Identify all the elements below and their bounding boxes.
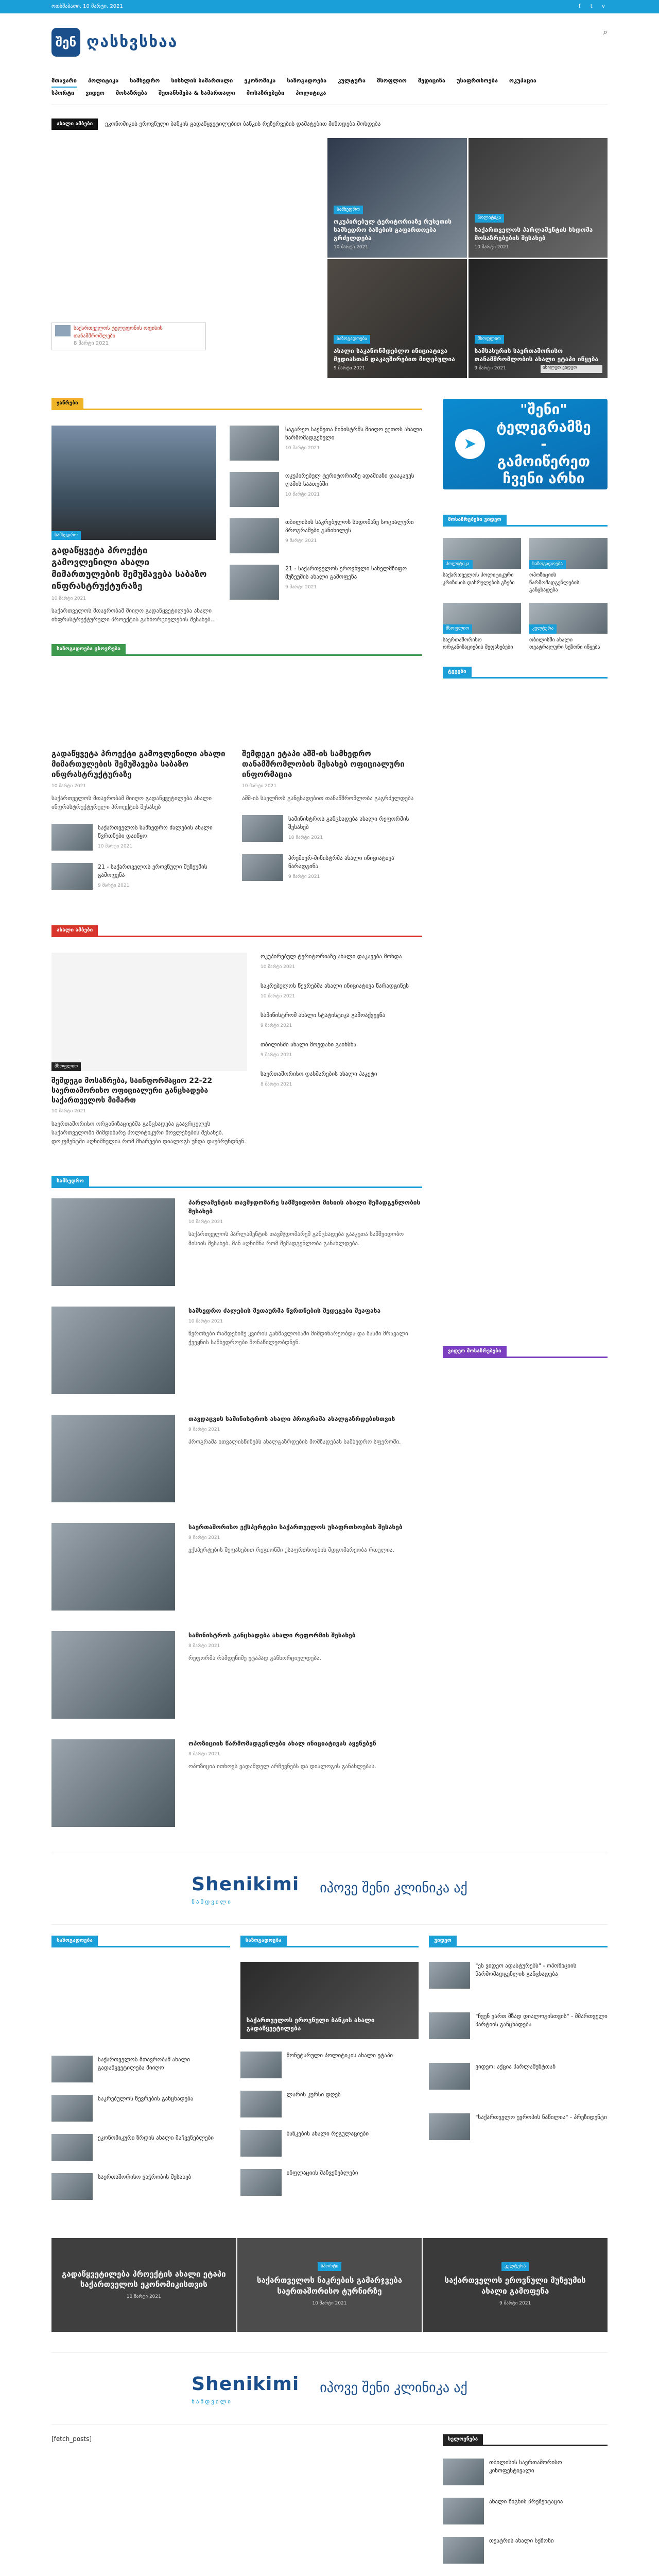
list-item[interactable] bbox=[261, 953, 422, 971]
gallery-card-date: 9 მარტი 2021 bbox=[499, 2300, 531, 2306]
list-title[interactable]: საერთაშორისო დახმარების ახალი პაკეტი bbox=[261, 1070, 377, 1077]
featured-card[interactable] bbox=[240, 1962, 419, 2039]
twitter-icon[interactable]: t bbox=[590, 3, 593, 9]
list-thumb[interactable] bbox=[429, 1962, 470, 1989]
article-excerpt: ოპოზიცია ითხოვს ვადამდელ არჩევნებს და დიალოგის განახლებას. bbox=[188, 1763, 376, 1770]
list-item[interactable] bbox=[443, 2459, 608, 2485]
bottom-section bbox=[51, 2435, 608, 2576]
telegram-text: "შენი" ტელეგრამზე - გამოიწერეთ ჩვენი არხი bbox=[496, 401, 591, 487]
section-label[interactable]: ვიდეო მოსაზრებები bbox=[443, 1346, 507, 1357]
nav-item[interactable]: მოსაზრება bbox=[115, 90, 147, 96]
date-label: ოთხშაბათი, 10 მარტი, 2021 bbox=[51, 3, 123, 9]
nav-item[interactable]: ეკონომიკა bbox=[244, 77, 276, 84]
gallery-card[interactable] bbox=[51, 2238, 236, 2332]
side-card[interactable] bbox=[529, 603, 608, 652]
side-card-category[interactable]: კულტურა bbox=[529, 624, 557, 633]
article-excerpt: საქართველოს მთავრობამ მიიღო გადაწყვეტილება ახალი ინფრასტრუქტურული პროექტის განხორციელების შესახებ... bbox=[51, 607, 216, 623]
section-header bbox=[429, 1936, 608, 1947]
popup-date: 8 მარტი 2021 bbox=[74, 341, 109, 346]
list-title[interactable]: ოკუპირებულ ტერიტორიაზე ადამიანი დააკავეს ღამის საათებში bbox=[285, 472, 414, 487]
list-item[interactable] bbox=[429, 2063, 608, 2090]
hero-card[interactable] bbox=[327, 138, 467, 258]
fetch-posts-placeholder: [fetch_posts] bbox=[51, 2435, 92, 2443]
list-thumb[interactable] bbox=[240, 2130, 282, 2157]
list-title[interactable]: ლარის კურსი დღეს bbox=[286, 2091, 341, 2098]
list-thumb[interactable] bbox=[51, 863, 93, 890]
side-card-title[interactable]: საქართველოს პოლიტიკური კრიზისის დასრულების გზები bbox=[443, 572, 515, 586]
list-date: 10 მარტი 2021 bbox=[288, 835, 323, 840]
nav-item[interactable]: სისხლის სამართალი bbox=[171, 77, 233, 84]
list-title[interactable]: 21 - საქართველოს ეროვნული სახელმწიფო მუზეუმის ახალი გამოფენა bbox=[285, 565, 407, 580]
article-excerpt: წვრთნები რამდენიმე კვირის განმავლობაში მიმდინარეობდა და მასში მრავალი ქვეყნის სამხედროები მონაწილეობდნენ. bbox=[188, 1330, 408, 1346]
nav-item[interactable]: კულტურა bbox=[338, 77, 366, 84]
list-item[interactable] bbox=[261, 1041, 422, 1059]
hero-card-date: 10 მარტი 2021 bbox=[474, 245, 509, 250]
list-title[interactable]: თბილისში ახალი მოედანი გაიხსნა bbox=[261, 1041, 357, 1048]
nav-item[interactable]: ოკუპაცია bbox=[509, 77, 536, 84]
gallery-card-category[interactable]: კულტურა bbox=[501, 2262, 529, 2271]
list-date: 9 მარტი 2021 bbox=[98, 883, 130, 888]
logo-mark: შენ bbox=[51, 28, 80, 57]
site-logo[interactable] bbox=[51, 28, 178, 57]
section-label[interactable]: ჯანრები bbox=[51, 398, 83, 409]
article-excerpt: საქართველოს მთავრობამ მიიღო გადაწყვეტილება ახალი ინფრასტრუქტურული პროექტის შესახებ bbox=[51, 794, 212, 810]
facebook-icon[interactable]: f bbox=[578, 3, 581, 9]
list-item[interactable] bbox=[230, 565, 422, 600]
section-label[interactable]: სამხედრო bbox=[51, 1176, 89, 1187]
side-card[interactable] bbox=[443, 603, 521, 652]
list-thumb[interactable] bbox=[51, 2173, 93, 2200]
article-row[interactable] bbox=[51, 1188, 422, 1296]
vk-icon[interactable]: v bbox=[602, 3, 605, 9]
list-date: 9 მარტი 2021 bbox=[285, 584, 317, 590]
hero-card-category[interactable]: საზოგადოება bbox=[334, 335, 370, 344]
hero-section bbox=[51, 138, 608, 378]
section-label[interactable]: ვიდეო bbox=[429, 1936, 456, 1946]
section-header bbox=[240, 1936, 419, 1947]
list-thumb[interactable] bbox=[230, 426, 279, 461]
hero-card-category[interactable]: პოლიტიკა bbox=[475, 214, 505, 223]
list-item[interactable] bbox=[230, 426, 422, 461]
gallery-card[interactable] bbox=[237, 2238, 422, 2332]
list-title[interactable]: პრემიერ-მინისტრმა ახალი ინიციატივა წარადგინა bbox=[288, 854, 394, 870]
nav-item[interactable]: სპორტი bbox=[51, 90, 75, 96]
hero-card-title[interactable]: სამსახურის საერთაშორისო თანამშრომლობის ახალი ეტაპი იწყება bbox=[474, 347, 599, 363]
side-card-image[interactable] bbox=[443, 603, 521, 634]
section-label[interactable]: ხელოვნება bbox=[443, 2434, 483, 2445]
article-title[interactable]: სამხედრო ძალების მეთაურმა წვრთნების შედეგები შეაფასა bbox=[188, 1307, 381, 1314]
list-title[interactable]: საერთაშორისო ვაჭრობის შესახებ bbox=[98, 2173, 192, 2180]
article-thumb[interactable] bbox=[51, 1523, 175, 1611]
article-title[interactable]: გადაწყვეტა პროექტი გამოვლენილი ახალი მიმართულების შემუშავება საბაზო ინფრასტრუქტურაზე bbox=[51, 546, 207, 591]
article-row[interactable] bbox=[51, 1729, 422, 1837]
list-date: 10 მარტი 2021 bbox=[285, 492, 320, 497]
hero-card-title[interactable]: ოკუპირებულ ტერიტორიაზე რუსეთის სამხედრო ბაზების გაფართოება გრძელდება bbox=[334, 217, 452, 242]
nav-item[interactable]: მოსაზრებები bbox=[246, 90, 285, 96]
list-date: 10 მარტი 2021 bbox=[261, 993, 296, 999]
article-date: 9 მარტი 2021 bbox=[188, 1535, 220, 1541]
ad-brand-tag: ნამდვილი bbox=[192, 2398, 232, 2405]
article-excerpt: საქართველოს პარლამენტის თავმჯდომარემ განცხადება გააკეთა სამშვიდობო მისიის შესახებ. მან აღნიშნა რომ შემადგენლობა განახლდება. bbox=[188, 1231, 404, 1247]
gallery-card-title[interactable]: გადაწყვეტილება პროექტის ახალი ეტაპი საქართველოს ეკონომიკისთვის bbox=[62, 2269, 226, 2290]
telegram-icon: ➤ bbox=[455, 429, 485, 459]
article-row[interactable] bbox=[51, 1621, 422, 1729]
section-header bbox=[51, 926, 422, 937]
list-title[interactable]: საკრებულოს წევრების განცხადება bbox=[98, 2095, 194, 2102]
list-item[interactable] bbox=[51, 2095, 230, 2122]
list-item[interactable] bbox=[240, 2169, 419, 2196]
list-thumb[interactable] bbox=[51, 2056, 93, 2082]
nav-item[interactable]: პოლიტიკა bbox=[296, 90, 326, 96]
telegram-banner[interactable] bbox=[443, 399, 608, 489]
article-category[interactable]: მსოფლიო bbox=[51, 1062, 81, 1071]
list-item[interactable] bbox=[429, 2012, 608, 2039]
article-date: 10 მარტი 2021 bbox=[51, 783, 86, 789]
top-bar bbox=[0, 0, 659, 13]
popup-thumb bbox=[55, 325, 71, 336]
hero-card-date: 9 მარტი 2021 bbox=[474, 365, 506, 371]
list-title[interactable]: თბილისის საკრებულოს სხდომაზე სოციალური პროგრამები განიხილეს bbox=[285, 519, 414, 534]
list-item[interactable] bbox=[51, 2056, 230, 2082]
section-politics bbox=[51, 1177, 608, 1837]
article-excerpt: პროგრამა ითვალისწინებს ახალგაზრდების მომზადებას სამხედრო სფეროში. bbox=[188, 1438, 401, 1446]
section-culture bbox=[51, 399, 608, 890]
hero-grid bbox=[327, 138, 608, 378]
list-date: 9 მარტი 2021 bbox=[261, 1023, 292, 1028]
article-date: 10 მარტი 2021 bbox=[51, 1109, 86, 1114]
video-overlay-label[interactable]: იხილეთ ვიდეო bbox=[541, 365, 602, 373]
gallery-card-date: 10 მარტი 2021 bbox=[312, 2300, 347, 2306]
side-card-category[interactable]: მსოფლიო bbox=[443, 624, 472, 633]
article-image[interactable] bbox=[51, 426, 216, 540]
article-date: 10 მარტი 2021 bbox=[188, 1319, 223, 1325]
ticker-label: ახალი ამბები bbox=[51, 118, 98, 130]
list-title[interactable]: სამინისტროს განცხადება ახალი რეფორმის შესახებ bbox=[288, 815, 409, 831]
side-card-image[interactable] bbox=[529, 603, 608, 634]
list-thumb[interactable] bbox=[51, 2134, 93, 2161]
article-thumb[interactable] bbox=[51, 1739, 175, 1827]
list-title[interactable]: "საქართველო ევროპის ნაწილია" - პრეზიდენტი bbox=[475, 2113, 607, 2121]
list-title[interactable]: სამინისტრომ ახალი სტატისტიკა გამოაქვეყნა bbox=[261, 1011, 386, 1019]
ticker-text[interactable]: ეკონომიკის ეროვნული ბანკის გადაწყვეტილებით ბანკის რეზერვების დამატებით მიწოდება მოხდება bbox=[105, 121, 381, 128]
article-title[interactable]: საერთაშორისო ექსპერტები საქართველოს უსაფრთხოების შესახებ bbox=[188, 1523, 403, 1531]
side-card-category[interactable]: საზოგადოება bbox=[529, 560, 566, 569]
hero-card[interactable] bbox=[469, 259, 608, 379]
ad-slogan: იპოვე შენი კლინიკა აქ bbox=[320, 1880, 467, 1896]
article-date: 8 მარტი 2021 bbox=[188, 1643, 220, 1649]
gallery-card-title[interactable]: საქართველოს ნაკრების გამარჯვება საერთაშორისო ტურნირზე bbox=[256, 2276, 403, 2296]
list-date: 9 მარტი 2021 bbox=[288, 874, 320, 879]
ad-banner[interactable] bbox=[51, 2352, 608, 2425]
list-title[interactable]: თბილისის საერთაშორისო კინოფესტივალი bbox=[489, 2459, 562, 2474]
section-header bbox=[443, 667, 608, 679]
section-header bbox=[51, 399, 422, 410]
hero-card[interactable] bbox=[327, 259, 467, 379]
side-card-title[interactable]: თბილისში ახალი თეატრალური სეზონი იწყება bbox=[529, 637, 600, 650]
list-item[interactable] bbox=[51, 824, 232, 851]
list-thumb[interactable] bbox=[51, 2095, 93, 2122]
side-card-category[interactable]: პოლიტიკა bbox=[443, 560, 473, 569]
list-item[interactable] bbox=[240, 2052, 419, 2078]
list-title[interactable]: ეკონომიკური ზრდის ახალი მაჩვენებლები bbox=[98, 2134, 214, 2141]
article-title[interactable]: თავდაცვის სამინისტროს ახალი პროგრამა ახალგაზრდებისთვის bbox=[188, 1415, 395, 1422]
list-title[interactable]: ახალი წიგნის პრეზენტაცია bbox=[489, 2498, 563, 2505]
article-excerpt: რეფორმა რამდენიმე ეტაპად განხორციელდება. bbox=[188, 1655, 322, 1662]
section-header bbox=[51, 1936, 230, 1947]
section-label[interactable]: საზოგადოება bbox=[240, 1936, 287, 1946]
section-label[interactable]: საზოგადოება ცხოვრება bbox=[51, 644, 126, 655]
list-thumb[interactable] bbox=[240, 2091, 282, 2117]
list-item[interactable] bbox=[51, 863, 232, 890]
list-item[interactable] bbox=[230, 518, 422, 553]
list-title[interactable]: ვიდეო: აქცია პარლამენტთან bbox=[475, 2063, 556, 2070]
hero-card-category[interactable]: სამხედრო bbox=[334, 206, 363, 214]
ad-brand-tag: ნამდვილი bbox=[192, 1898, 232, 1905]
hero-card-title[interactable]: საქართველოს პარლამენტის სხდომა მოსაზრებების შესახებ bbox=[474, 226, 593, 242]
list-date: 9 მარტი 2021 bbox=[285, 538, 317, 544]
list-item[interactable] bbox=[261, 982, 422, 1000]
list-thumb[interactable] bbox=[443, 2537, 484, 2564]
article-date: 10 მარტი 2021 bbox=[242, 783, 277, 789]
nav-item[interactable]: უსაფრთხოება bbox=[456, 77, 498, 84]
section-header bbox=[51, 645, 422, 656]
list-title[interactable]: საქართველოს სამხედრო ძალების ახალი წვრთნები დაიწყო bbox=[98, 824, 213, 839]
nav-item[interactable]: მედიცინა bbox=[418, 77, 445, 84]
hero-card-category[interactable]: მსოფლიო bbox=[475, 335, 504, 344]
list-thumb[interactable] bbox=[230, 518, 279, 553]
search-icon[interactable]: ⌕ bbox=[603, 27, 608, 37]
list-title[interactable]: ოკუპირებულ ტერიტორიაზე ახალი დაკავება მოხდა bbox=[261, 953, 402, 960]
article-thumb[interactable] bbox=[51, 1307, 175, 1394]
list-item[interactable] bbox=[429, 2113, 608, 2140]
section-label[interactable]: საზოგადოება bbox=[51, 1936, 98, 1946]
list-item[interactable] bbox=[51, 2134, 230, 2161]
section-header bbox=[443, 2435, 608, 2446]
list-thumb[interactable] bbox=[230, 472, 279, 507]
logo-row bbox=[51, 13, 608, 71]
article-title[interactable]: სამინისტროს განცხადება ახალი რეფორმის შესახებ bbox=[188, 1631, 356, 1639]
list-title[interactable]: მონეტარული პოლიტიკის ახალი ეტაპი bbox=[286, 2052, 393, 2059]
list-thumb[interactable] bbox=[443, 2498, 484, 2524]
list-thumb[interactable] bbox=[242, 854, 283, 881]
list-thumb[interactable] bbox=[242, 815, 283, 842]
ad-brand bbox=[192, 1871, 299, 1906]
section-label[interactable]: ახალი ამბები bbox=[51, 925, 98, 936]
article-image[interactable] bbox=[51, 953, 247, 1071]
list-thumb[interactable] bbox=[240, 2169, 282, 2196]
ad-brand-name: Shenikimi bbox=[192, 2373, 300, 2395]
nav-item[interactable]: საზოგადოება bbox=[287, 77, 327, 84]
list-item[interactable] bbox=[240, 2091, 419, 2117]
article-row[interactable] bbox=[51, 1513, 422, 1621]
side-card[interactable] bbox=[443, 538, 521, 595]
article-thumb[interactable] bbox=[51, 1631, 175, 1719]
article-row[interactable] bbox=[51, 1404, 422, 1513]
logo-text: ღასხვსხაა bbox=[86, 33, 178, 52]
featured-card-title[interactable]: საქართველოს ეროვნული ბანკის ახალი გადაწყვეტილება bbox=[246, 2016, 375, 2032]
list-date: 10 მარტი 2021 bbox=[98, 843, 133, 849]
list-title[interactable]: "ეს ვიდეო ადასტურებს" - ოპოზიციის წარმომადგენლის განცხადება bbox=[475, 1962, 577, 1977]
nav-item[interactable]: შეთანხმება & სამართალი bbox=[158, 90, 235, 96]
article-excerpt: საერთაშორისო ორგანიზაციებმა განცხადება გაავრცელეს საქართველოში მიმდინარე პოლიტიკური მოვლენების შესახებ. დოკუმენტში აღნიშნულია რომ მხარეები დიალოგს უნდა დაუბრუნდნენ. bbox=[51, 1120, 246, 1145]
list-title[interactable]: 21 - საქართველოს ეროვნული მუზეუმის გამოფენა bbox=[98, 863, 207, 878]
article-title[interactable]: შემდეგი ეტაპი აშშ-ის სამხედრო თანამშრომლობის შესახებ ოფიციალური ინფორმაცია bbox=[242, 749, 405, 779]
gallery-card[interactable] bbox=[423, 2238, 608, 2332]
article-title[interactable]: შემდეგი მოსაზრება, საინფორმაციო 22-22 საერთაშორისო ოფიციალური განცხადება საქართველოს მიმართ bbox=[51, 1076, 213, 1105]
article-thumb[interactable] bbox=[51, 1415, 175, 1502]
ad-brand-name: Shenikimi bbox=[192, 1873, 300, 1895]
section-header bbox=[51, 1177, 422, 1188]
article-date: 10 მარტი 2021 bbox=[51, 596, 86, 601]
list-item[interactable] bbox=[261, 1011, 422, 1029]
nav-item[interactable]: ვიდეო bbox=[85, 90, 105, 96]
section-world bbox=[51, 926, 608, 1146]
hero-card-date: 10 მარტი 2021 bbox=[334, 245, 369, 250]
nav-item[interactable]: მსოფლიო bbox=[377, 77, 407, 84]
list-item[interactable] bbox=[443, 2537, 608, 2564]
article-thumb[interactable] bbox=[51, 1198, 175, 1286]
list-thumb[interactable] bbox=[429, 2113, 470, 2140]
nav-item[interactable]: სამხედრო bbox=[130, 77, 160, 84]
list-title[interactable]: ბანკების ახალი რეგულაციები bbox=[286, 2130, 369, 2137]
article-excerpt: აშშ-ის საელჩოს განცხადებით თანამშრომლობა გაგრძელდება bbox=[242, 794, 414, 802]
gallery-card-category[interactable]: სპორტი bbox=[318, 2262, 341, 2271]
side-card-image[interactable] bbox=[443, 538, 521, 569]
article-title[interactable]: პარლამენტის თავმჯდომარე სამშვიდობო მისიის ახალი შემადგენლობის შესახებ bbox=[188, 1198, 421, 1215]
article-row[interactable] bbox=[51, 1296, 422, 1404]
article-excerpt: ექსპერტების შეფასებით რეგიონში უსაფრთხოების მდგომარეობა რთულია. bbox=[188, 1547, 394, 1554]
list-thumb[interactable] bbox=[51, 824, 93, 851]
three-column-section bbox=[51, 1936, 608, 2200]
list-title[interactable]: საკრებულოს წევრებმა ახალი ინიციატივა წარადგინეს bbox=[261, 982, 409, 989]
hero-card[interactable] bbox=[469, 138, 608, 258]
list-title[interactable]: საქართველოს მთავრობამ ახალი გადაწყვეტილება მიიღო bbox=[98, 2056, 190, 2071]
popup-title: საქართველოს ტელეფონის ოფისის თანამშრომლები bbox=[74, 326, 163, 339]
side-card[interactable] bbox=[529, 538, 608, 595]
popup-card[interactable] bbox=[51, 323, 206, 350]
list-item[interactable] bbox=[443, 2498, 608, 2524]
nav-item[interactable]: პოლიტიკა bbox=[88, 77, 119, 84]
list-item[interactable] bbox=[261, 1070, 422, 1088]
ad-banner[interactable] bbox=[51, 1853, 608, 1925]
article-category[interactable]: სამხედრო bbox=[51, 531, 81, 540]
list-thumb[interactable] bbox=[429, 2063, 470, 2090]
list-thumb[interactable] bbox=[429, 2012, 470, 2039]
article-date: 10 მარტი 2021 bbox=[188, 1219, 223, 1225]
list-date: 10 მარტი 2021 bbox=[285, 445, 320, 451]
article-title[interactable]: ოპოზიციის წარმომადგენლები ახალ ინიციატივას აყენებენ bbox=[188, 1739, 376, 1747]
nav-item[interactable]: მთავარი bbox=[51, 75, 77, 88]
top-social bbox=[574, 3, 608, 11]
section-label[interactable]: ტეგები bbox=[443, 667, 472, 677]
list-item[interactable] bbox=[242, 815, 422, 842]
list-item[interactable] bbox=[242, 854, 422, 881]
list-item[interactable] bbox=[230, 472, 422, 507]
section-header bbox=[443, 515, 608, 527]
list-item[interactable] bbox=[240, 2130, 419, 2157]
ad-slogan: იპოვე შენი კლინიკა აქ bbox=[320, 2380, 467, 2396]
hero-card-date: 9 მარტი 2021 bbox=[334, 365, 366, 371]
list-thumb[interactable] bbox=[230, 565, 279, 600]
side-card-image[interactable] bbox=[529, 538, 608, 569]
news-ticker bbox=[51, 116, 608, 132]
gallery bbox=[51, 2238, 608, 2332]
hero-card-title[interactable]: ახალი საკანონმდებლო ინიციატივა მედიასთან დაკავშირებით მიღებულია bbox=[334, 347, 455, 363]
gallery-card-title[interactable]: საქართველოს ეროვნული მუზეუმის ახალი გამოფენა bbox=[444, 2276, 586, 2296]
article-date: 8 მარტი 2021 bbox=[188, 1752, 220, 1757]
side-card-title[interactable]: საერთაშორისო ორგანიზაციების შეფასებები bbox=[443, 637, 513, 650]
section-label[interactable]: მოსაზრებები ვიდეო bbox=[443, 515, 507, 526]
list-title[interactable]: "ჩვენ ვართ მზად დიალოგისთვის" - მმართველი პარტიის განცხადება bbox=[475, 2012, 608, 2028]
article-date: 9 მარტი 2021 bbox=[188, 1427, 220, 1433]
list-item[interactable] bbox=[51, 2173, 230, 2200]
list-title[interactable]: საგარეო საქმეთა მინისტრმა მიიღო ეუთოს ახალი წარმომადგენელი bbox=[285, 426, 422, 441]
section-header bbox=[443, 1347, 608, 1358]
list-thumb[interactable] bbox=[443, 2459, 484, 2485]
list-date: 9 მარტი 2021 bbox=[261, 1052, 292, 1058]
list-title[interactable]: თეატრის ახალი სეზონი bbox=[489, 2537, 554, 2544]
gallery-card-date: 10 მარტი 2021 bbox=[126, 2294, 161, 2300]
list-date: 8 მარტი 2021 bbox=[261, 1081, 292, 1087]
side-card-title[interactable]: ოპოზიციის წარმომადგენლების განცხადება bbox=[529, 572, 580, 593]
ad-brand bbox=[192, 2371, 299, 2406]
article-title[interactable]: გადაწყვეტა პროექტი გამოვლენილი ახალი მიმართულების შემუშავება საბაზო ინფრასტრუქტურაზე bbox=[51, 749, 226, 779]
list-title[interactable]: ინფლაციის მაჩვენებლები bbox=[286, 2169, 358, 2176]
list-date: 10 მარტი 2021 bbox=[261, 964, 296, 970]
list-thumb[interactable] bbox=[240, 2052, 282, 2078]
list-item[interactable] bbox=[429, 1962, 608, 1989]
